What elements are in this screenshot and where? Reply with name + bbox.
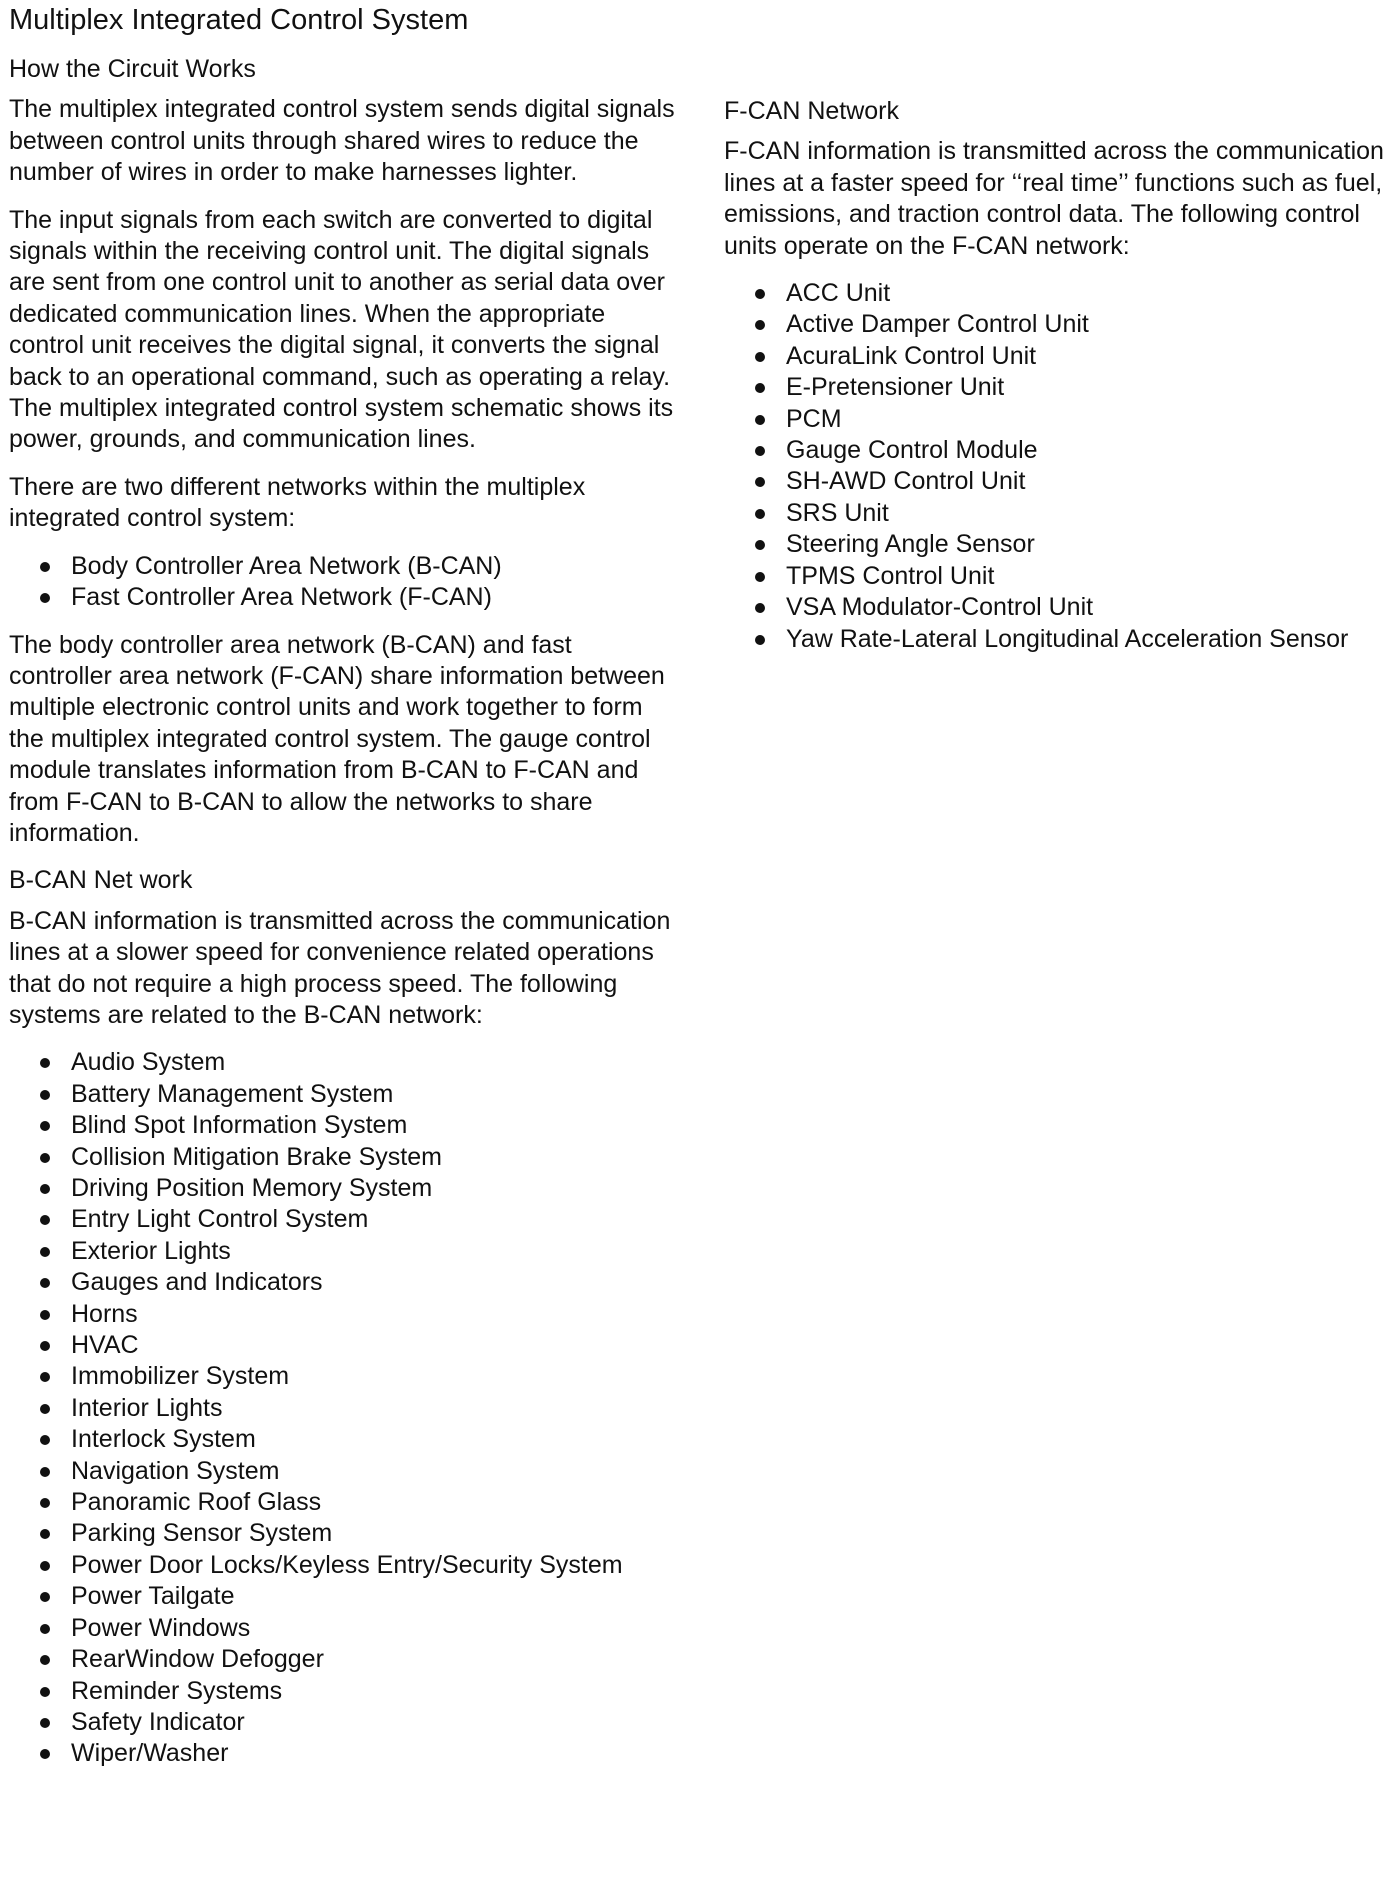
- bullet-icon: [40, 1561, 50, 1571]
- bullet-icon: [755, 635, 765, 645]
- bullet-icon: [40, 1153, 50, 1163]
- list-item-label: SH-AWD Control Unit: [786, 467, 1026, 496]
- right-column: [724, 96, 1390, 671]
- bullet-icon: [755, 477, 765, 487]
- list-item: [9, 1110, 679, 1141]
- list-item: [724, 498, 1390, 529]
- list-item: [724, 592, 1390, 623]
- list-item-label: Entry Light Control System: [71, 1205, 369, 1234]
- list-item: [9, 551, 679, 582]
- list-item-label: Navigation System: [71, 1456, 280, 1485]
- list-item-label: Panoramic Roof Glass: [71, 1488, 322, 1517]
- paragraph-shared-info: The body controller area network (B-CAN) and fast controller area network (F-CAN) share information between multiple electronic control units and work together to form the multiplex integrated control system. The gauge control module translates information from B-CAN to F-CAN and from F-CAN to B-CAN to allow the networks to share information.: [9, 630, 665, 847]
- list-item-label: Interior Lights: [71, 1393, 223, 1422]
- list-item-label: Steering Angle Sensor: [786, 530, 1035, 559]
- list-item-label: Horns: [71, 1299, 138, 1328]
- list-item: [9, 1644, 679, 1675]
- list-item-label: Active Damper Control Unit: [786, 310, 1089, 339]
- list-item: [724, 278, 1390, 309]
- bullet-icon: [755, 320, 765, 330]
- bullet-icon: [40, 1498, 50, 1508]
- list-item-label: Yaw Rate-Lateral Longitudinal Acceleration Sensor: [786, 624, 1349, 653]
- paragraph-intro: The multiplex integrated control system sends digital signals between control units through shared wires to reduce the number of wires in order to make harnesses lighter.: [9, 95, 675, 187]
- list-item: [9, 1550, 679, 1581]
- list-item: [9, 1047, 679, 1078]
- list-item: [9, 1204, 679, 1235]
- list-item-label: E-Pretensioner Unit: [786, 373, 1005, 402]
- section-heading-how-circuit-works: How the Circuit Works: [9, 55, 256, 83]
- list-item-label: AcuraLink Control Unit: [786, 341, 1037, 370]
- bullet-icon: [40, 1058, 50, 1068]
- bullet-icon: [755, 352, 765, 362]
- paragraph-networks-intro: There are two different networks within the multiplex integrated control system:: [9, 472, 586, 533]
- list-item: [9, 1487, 679, 1518]
- list-item-label: Immobilizer System: [71, 1362, 290, 1391]
- bullet-icon: [40, 1341, 50, 1351]
- bullet-icon: [755, 509, 765, 519]
- section-heading-fcan: F-CAN Network: [724, 97, 900, 125]
- bullet-icon: [755, 289, 765, 299]
- list-item: [724, 624, 1390, 655]
- list-item-label: Audio System: [71, 1048, 226, 1077]
- list-item: [9, 1676, 679, 1707]
- bullet-icon: [40, 1404, 50, 1414]
- list-item-label: Gauge Control Module: [786, 436, 1038, 465]
- list-item: [724, 466, 1390, 497]
- list-item-label: ACC Unit: [786, 279, 891, 308]
- list-item: [9, 1738, 679, 1769]
- bullet-icon: [755, 572, 765, 582]
- list-item: [9, 1079, 679, 1110]
- list-item-label: Interlock System: [71, 1425, 256, 1454]
- networks-list: [9, 551, 679, 614]
- bcan-systems-list: [9, 1047, 679, 1769]
- bullet-icon: [40, 1749, 50, 1759]
- bullet-icon: [40, 1655, 50, 1665]
- list-item-label: Exterior Lights: [71, 1236, 231, 1265]
- list-item: [9, 1707, 679, 1738]
- list-item: [9, 1173, 679, 1204]
- list-item-label: Blind Spot Information System: [71, 1111, 408, 1140]
- list-item-label: Collision Mitigation Brake System: [71, 1142, 442, 1171]
- paragraph-input-signals: The input signals from each switch are converted to digital signals within the receiving control unit. The digital signals are sent from one control unit to another as serial data over dedicated communication lines. When the appropriate control unit receives the digital signal, it converts the signal back to an operational command, such as operating a relay. The multiplex integrated control system schematic shows its power, grounds, and communication lines.: [9, 205, 674, 454]
- bullet-icon: [40, 1718, 50, 1728]
- list-item-label: RearWindow Defogger: [71, 1645, 324, 1674]
- bullet-icon: [40, 1592, 50, 1602]
- list-item-label: HVAC: [71, 1331, 139, 1360]
- list-item: [9, 1581, 679, 1612]
- bullet-icon: [40, 1435, 50, 1445]
- list-item: [9, 1393, 679, 1424]
- list-item-label: Driving Position Memory System: [71, 1174, 433, 1202]
- list-item: [724, 309, 1390, 340]
- list-item: [724, 435, 1390, 466]
- list-item-label: VSA Modulator-Control Unit: [786, 593, 1094, 622]
- list-item: [9, 1518, 679, 1549]
- bullet-icon: [755, 540, 765, 550]
- list-item-label: Gauges and Indicators: [71, 1268, 323, 1297]
- list-item: [9, 1456, 679, 1487]
- list-item-label: Body Controller Area Network (B-CAN): [71, 551, 502, 580]
- left-column: [9, 54, 679, 1786]
- bullet-icon: [755, 383, 765, 393]
- bullet-icon: [40, 562, 50, 572]
- list-item-label: SRS Unit: [786, 498, 889, 527]
- list-item-label: Parking Sensor System: [71, 1519, 333, 1548]
- bullet-icon: [755, 446, 765, 456]
- bullet-icon: [40, 1121, 50, 1131]
- list-item: [724, 404, 1390, 435]
- page-title: Multiplex Integrated Control System: [9, 4, 469, 36]
- list-item-label: Reminder Systems: [71, 1676, 283, 1705]
- bullet-icon: [40, 1687, 50, 1697]
- list-item: [9, 1424, 679, 1455]
- bullet-icon: [755, 603, 765, 613]
- paragraph-fcan: F-CAN information is transmitted across the communication lines at a faster speed for ‘‘real time’’ functions such as fuel, emissions, and traction control data. The following control units operate on the F-CAN network:: [724, 137, 1384, 260]
- list-item-label: Power Tailgate: [71, 1582, 235, 1611]
- bullet-icon: [40, 593, 50, 603]
- list-item-label: PCM: [786, 404, 842, 433]
- list-item: [9, 1361, 679, 1392]
- list-item: [9, 1236, 679, 1267]
- section-heading-bcan: B-CAN Net work: [9, 866, 193, 895]
- list-item: [9, 1299, 679, 1330]
- list-item: [724, 529, 1390, 560]
- list-item: [724, 561, 1390, 592]
- paragraph-bcan: B-CAN information is transmitted across the communication lines at a slower speed for convenience related operations that do not require a high process speed. The following systems are related to the B-CAN network:: [9, 906, 671, 1029]
- bullet-icon: [40, 1090, 50, 1100]
- list-item: [9, 1330, 679, 1361]
- bullet-icon: [40, 1184, 50, 1194]
- bullet-icon: [40, 1624, 50, 1634]
- list-item-label: Safety Indicator: [71, 1707, 245, 1736]
- list-item-label: Wiper/Washer: [71, 1739, 229, 1768]
- bullet-icon: [40, 1310, 50, 1320]
- list-item: [724, 341, 1390, 372]
- list-item: [9, 582, 679, 613]
- bullet-icon: [40, 1372, 50, 1382]
- bullet-icon: [40, 1278, 50, 1288]
- list-item-label: TPMS Control Unit: [786, 561, 995, 590]
- list-item: [9, 1142, 679, 1173]
- fcan-units-list: [724, 278, 1390, 655]
- list-item-label: Fast Controller Area Network (F-CAN): [71, 583, 492, 612]
- bullet-icon: [755, 415, 765, 425]
- list-item-label: Power Door Locks/Keyless Entry/Security System: [71, 1550, 623, 1579]
- bullet-icon: [40, 1529, 50, 1539]
- bullet-icon: [40, 1247, 50, 1257]
- list-item: [9, 1267, 679, 1298]
- list-item-label: Battery Management System: [71, 1079, 394, 1108]
- bullet-icon: [40, 1467, 50, 1477]
- list-item-label: Power Windows: [71, 1613, 251, 1642]
- list-item: [724, 372, 1390, 403]
- list-item: [9, 1613, 679, 1644]
- bullet-icon: [40, 1215, 50, 1225]
